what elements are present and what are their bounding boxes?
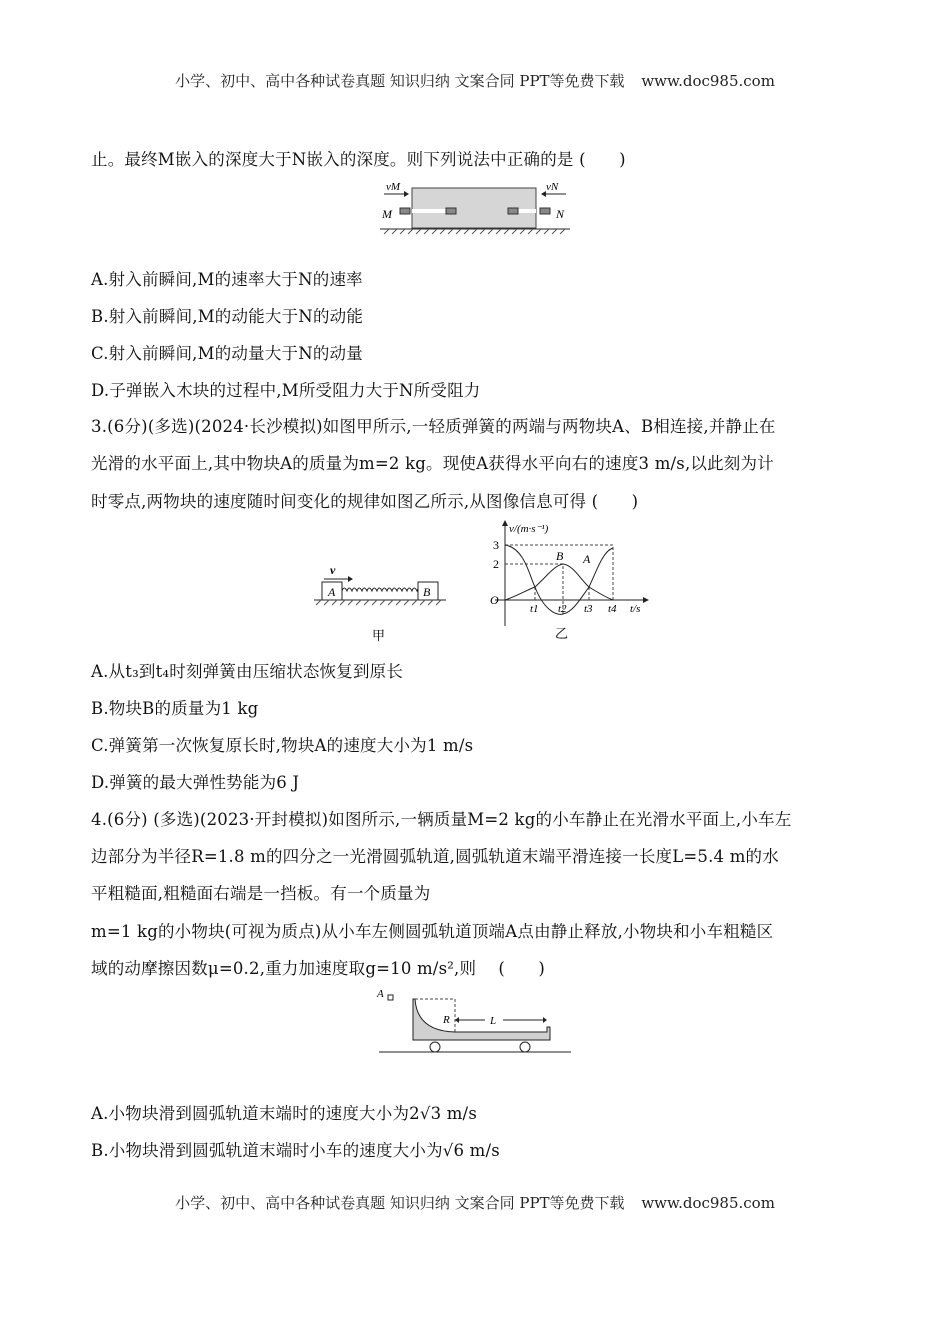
text-line: 止。最终M嵌入的深度大于N嵌入的深度。则下列说法中正确的是 ( ) xyxy=(91,150,626,169)
label-a: A xyxy=(328,585,336,599)
curve-a-label: A xyxy=(583,552,591,566)
tick-2: 2 xyxy=(493,557,499,571)
y-axis-label: v/(m·s⁻¹) xyxy=(509,523,549,535)
label-a: A xyxy=(377,988,384,1000)
origin-label: O xyxy=(490,593,499,607)
option-d: D.弹簧的最大弹性势能为6 J xyxy=(91,773,300,792)
figure-velocity-graph xyxy=(485,518,655,643)
option-d: D.子弹嵌入木块的过程中,M所受阻力大于N所受阻力 xyxy=(91,381,481,400)
option-a: A.小物块滑到圆弧轨道末端时的速度大小为2√3 m/s xyxy=(91,1104,477,1123)
tick-t4: t4 xyxy=(608,603,617,615)
option-c: C.射入前瞬间,M的动量大于N的动量 xyxy=(91,344,363,363)
label-M: M xyxy=(382,207,392,221)
label-r: R xyxy=(443,1014,450,1026)
label-N: N xyxy=(556,207,565,221)
header-link[interactable]: www.doc985.com xyxy=(641,72,775,90)
option-a: A.射入前瞬间,M的速率大于N的速率 xyxy=(91,270,363,289)
option-a: A.从t₃到t₄时刻弹簧由压缩状态恢复到原长 xyxy=(91,662,404,681)
question-3-line: 光滑的水平面上,其中物块A的质量为m=2 kg。现使A获得水平向右的速度3 m/s,以此刻为计 xyxy=(91,454,774,473)
label-l: L xyxy=(490,1015,497,1027)
question-3-line: 时零点,两物块的速度随时间变化的规律如图乙所示,从图像信息可得 ( ) xyxy=(91,492,639,511)
figure-bullets-block xyxy=(378,178,573,236)
curve-b-label: B xyxy=(556,549,564,563)
question-4-line: 边部分为半径R=1.8 m的四分之一光滑圆弧轨道,圆弧轨道末端平滑连接一长度L=5.4 m的水 xyxy=(91,847,779,866)
label-b: B xyxy=(423,585,431,599)
label-vN: vN xyxy=(546,181,559,193)
header-text: 小学、初中、高中各种试卷真题 知识归纳 文案合同 PPT等免费下载 xyxy=(175,72,625,90)
label-v: v xyxy=(330,563,336,577)
option-b: B.射入前瞬间,M的动能大于N的动能 xyxy=(91,307,364,326)
question-4-line: m=1 kg的小物块(可视为质点)从小车左侧圆弧轨道顶端A点由静止释放,小物块和小车粗糙区 xyxy=(91,922,774,941)
caption-jia: 甲 xyxy=(372,628,386,643)
footer-link[interactable]: www.doc985.com xyxy=(641,1194,775,1212)
question-4-line: 域的动摩擦因数μ=0.2,重力加速度取g=10 m/s²,则 ( ) xyxy=(91,959,546,978)
figure-spring-blocks xyxy=(310,560,450,645)
tick-3: 3 xyxy=(493,538,499,552)
question-4-line: 4.(6分) (多选)(2023·开封模拟)如图所示,一辆质量M=2 kg的小车静止在光滑水平面上,小车左 xyxy=(91,810,792,829)
tick-t3: t3 xyxy=(584,603,593,615)
question-3-line: 3.(6分)(多选)(2024·长沙模拟)如图甲所示,一轻质弹簧的两端与两物块A、B相连接,并静止在 xyxy=(91,417,776,436)
page-footer xyxy=(0,1192,950,1213)
figure-cart-track xyxy=(375,985,575,1060)
footer-text: 小学、初中、高中各种试卷真题 知识归纳 文案合同 PPT等免费下载 xyxy=(175,1194,625,1212)
label-vM: vM xyxy=(386,181,401,193)
tick-t2: t2 xyxy=(558,603,567,615)
option-b: B.小物块滑到圆弧轨道末端时小车的速度大小为√6 m/s xyxy=(91,1141,500,1160)
caption-yi: 乙 xyxy=(555,626,569,641)
x-axis-label: t/s xyxy=(630,603,641,615)
tick-t1: t1 xyxy=(530,603,539,615)
option-b: B.物块B的质量为1 kg xyxy=(91,699,259,718)
question-4-line: 平粗糙面,粗糙面右端是一挡板。有一个质量为 xyxy=(91,884,431,903)
spring xyxy=(342,588,427,591)
option-c: C.弹簧第一次恢复原长时,物块A的速度大小为1 m/s xyxy=(91,736,474,755)
page-header xyxy=(0,70,950,91)
